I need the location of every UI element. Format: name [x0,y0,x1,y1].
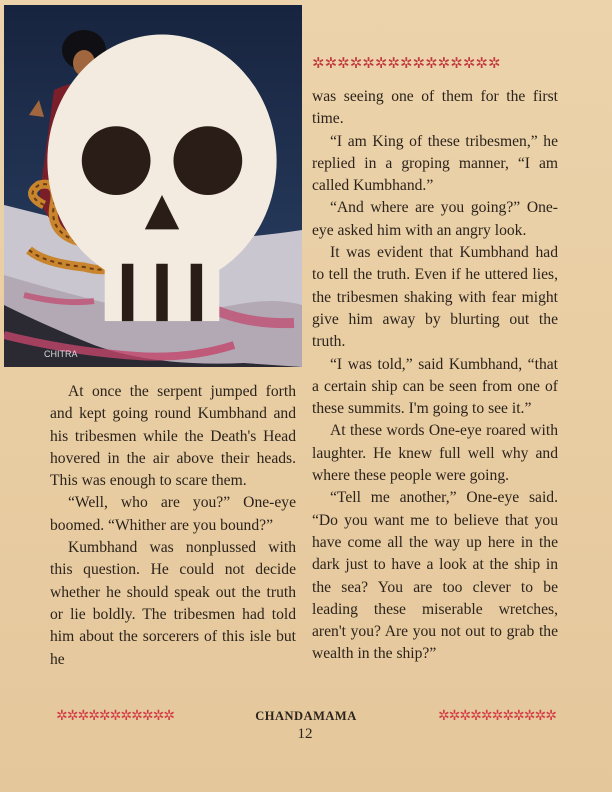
paragraph: “Tell me another,” One-eye said. “Do you want me to believe that you have come all the way up here in the dark just to have a look at the ship in the sea? You are too clever to be leading these miserable wretches, aren't you? Are you not out to grab the wealth in the ship?” [312,489,558,663]
paragraph: It was evident that Kumbhand had to tell the truth. Even if he uttered lies, the tribesmen shaking with fear might give him away by blurting out the truth. [312,244,558,351]
page-number: 12 [297,726,313,742]
left-text-column [50,381,296,671]
skull-icon [13,14,302,367]
paragraph: “Well, who are you?” One-eye boomed. “Whither are you bound?” [50,494,296,534]
ornament-stars: ✲✲✲✲✲✲✲✲✲✲✲✲✲✲✲ [312,55,501,72]
footer-stars-right: ✲✲✲✲✲✲✲✲✲✲✲ [437,708,556,724]
paragraph: Kumbhand was nonplussed with this question. He could not decide whether he should speak out the truth or lie boldly. The tribesmen had told him about the sorcerers of this isle but he [50,539,296,668]
paragraph: At once the serpent jumped forth and kept going round Kumbhand and his tribesmen while the Death's Head hovered in the air above their heads. This was enough to scare them. [50,383,296,490]
footer-stars-left: ✲✲✲✲✲✲✲✲✲✲✲ [56,708,175,724]
story-illustration [4,5,302,367]
paragraph: “I was told,” said Kumbhand, “that a certain ship can be seen from one of these summits. I'm going to see it.” [312,355,558,418]
artist-signature: CHITRA [44,349,78,359]
magazine-name: CHANDAMAMA [255,708,357,723]
ornamental-border [312,54,556,72]
paragraph: was seeing one of them for the first time. [312,88,558,128]
paragraph: “And where are you going?” One-eye asked him with an angry look. [312,199,558,239]
right-text-column [312,86,558,666]
paragraph: At these words One-eye roared with laughter. He knew full well why and where these people were going. [312,422,558,485]
page-footer [56,705,556,727]
paragraph: “I am King of these tribesmen,” he replied in a groping manner, “I am called Kumbhand.” [312,132,558,195]
